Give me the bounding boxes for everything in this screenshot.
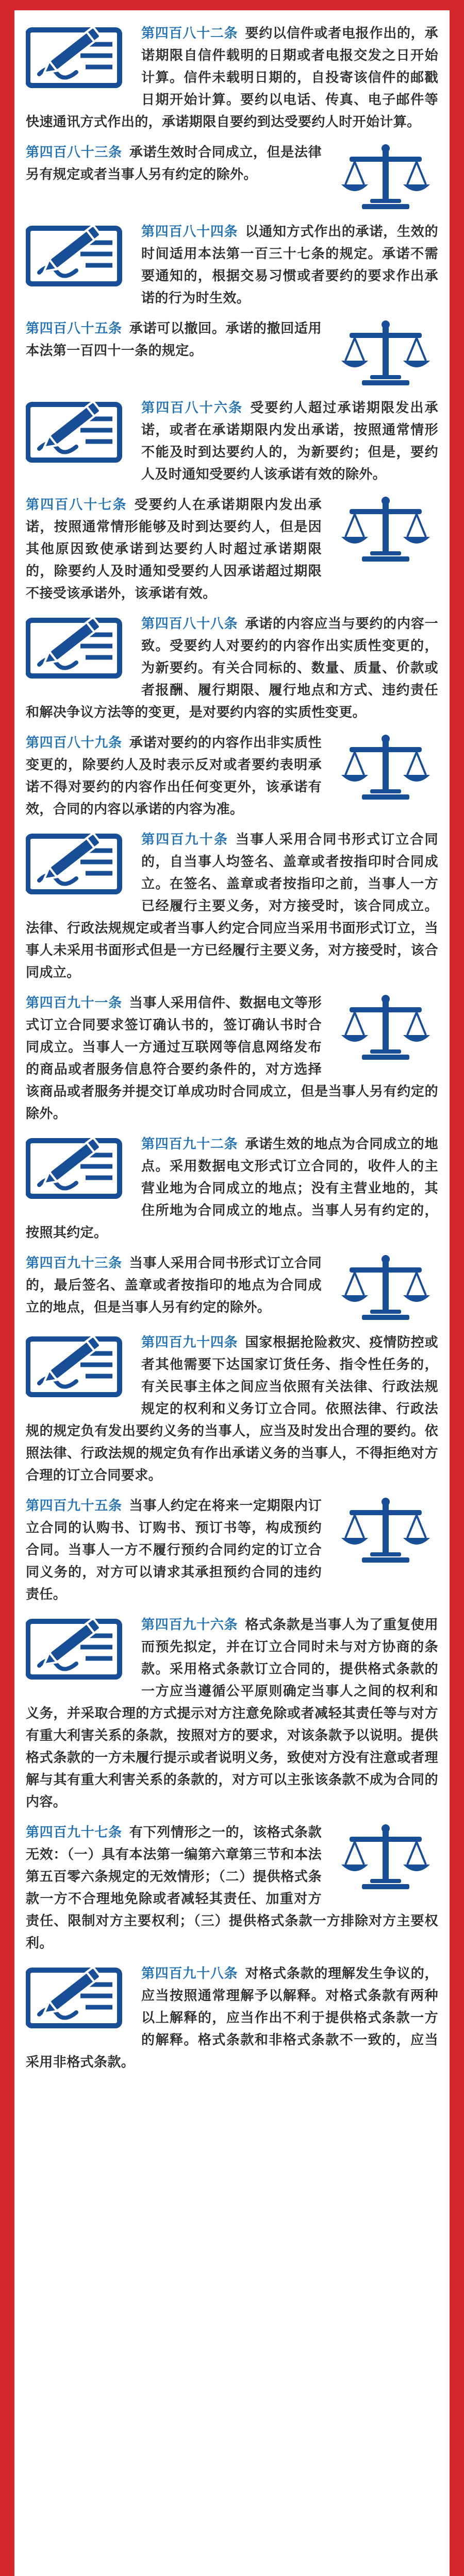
left-cord-1 — [345, 1515, 355, 1538]
left-cord-2 — [355, 752, 364, 775]
pen-body — [49, 1967, 101, 2011]
article-body: 格式条款是当事人为了重复使用而预先拟定，并在订立合同时未与对方协商的条款。采用格式条款订立合同的，提供格式条款的一方应当遵循公平原则确定当事人之间的权利和义务，并采取合理的方式提示对方注意免除或者减轻其责任等与对方有重大利害关系的条款，按照对方的要求，对该条款予以说明。提供格式条款的一方未履行提示或者说明义务，致使对方没有注意或者理解与其有重大利害关系的条款的，对方可以主张该条款不成为合同的内容。 — [26, 1617, 438, 1810]
article-body: 受要约人超过承诺期限发出承诺，或者在承诺期限内发出承诺，按照通常情形不能及时到达要约人的，为新要约；但是，要约人及时通知受要约人该承诺有效的除外。 — [141, 400, 438, 482]
scale-beam — [350, 333, 422, 338]
scale-beam — [350, 1837, 422, 1842]
article-heading: 第四百八十八条 — [141, 616, 238, 632]
scale-base — [362, 1315, 409, 1320]
scale-base — [362, 556, 409, 562]
pen-body — [49, 1138, 101, 1181]
scale-base-top — [370, 375, 401, 379]
article-body: 有下列情形之一的，该格式条款无效：（一）具有本法第一编第六章第三节和本法第五百零六条规定的无效情形；（二）提供格式条款一方不合理地免除或者减轻其责任、加重对方责任、限制对方主要权利；（三）提供格式条款一方排除对方主要权利。 — [26, 1825, 438, 1951]
left-cord-2 — [355, 1842, 364, 1865]
right-pan — [403, 537, 430, 544]
right-cord-1 — [407, 338, 417, 361]
justice-scale-icon — [339, 734, 432, 801]
left-cord-1 — [345, 514, 355, 537]
scale-beam — [350, 1510, 422, 1515]
article-heading: 第四百九十五条 — [26, 1498, 122, 1514]
article-heading: 第四百九十七条 — [26, 1825, 122, 1840]
pen-body — [49, 225, 101, 269]
right-pan — [403, 1295, 430, 1302]
left-cord-2 — [355, 1273, 364, 1295]
scale-beam — [350, 1267, 422, 1273]
article-heading: 第四百八十四条 — [141, 224, 238, 240]
article-body: 承诺的内容应当与要约的内容一致。受要约人对要约的内容作出实质性变更的，为新要约。有关合同标的、数量、质量、价款或者报酬、履行期限、履行地点和方式、违约责任和解决争议方法等的变更，是对要约内容的实质性变更。 — [26, 616, 438, 720]
scale-beam — [350, 1007, 422, 1012]
left-cord-2 — [355, 514, 364, 537]
scale-base-top — [370, 1552, 401, 1556]
left-pan — [341, 537, 368, 544]
article-body: 对格式条款的理解发生争议的，应当按照通常理解予以解释。对格式条款有两种以上解释的，应当作出不利于提供格式条款一方的解释。格式条款和非格式条款不一致的，应当采用非格式条款。 — [26, 1966, 438, 2070]
article-heading: 第四百八十三条 — [26, 145, 122, 160]
article-body: 要约以信件或者电报作出的，承诺期限自信件载明的日期或者电报交发之日开始计算。信件未载明日期的，自投寄该信件的邮戳日期开始计算。要约以电话、传真、电子邮件等快速通讯方式作出的，承诺期限自要约到达受要约人时开始计算。 — [26, 26, 438, 130]
left-cord-1 — [345, 1842, 355, 1865]
scale-base-top — [370, 199, 401, 203]
scale-base-top — [370, 1049, 401, 1054]
scale-base — [362, 380, 409, 385]
article-body: 受要约人在承诺期限内发出承诺，按照通常情形能够及时到达要约人，但是因其他原因致使承诺到达要约人时超过承诺期限的，除要约人及时通知受要约人因承诺超过期限不接受该承诺外，该承诺有效。 — [26, 497, 322, 601]
article-icon — [332, 143, 439, 211]
left-pan — [341, 775, 368, 782]
article-item — [14, 221, 450, 310]
left-pan — [341, 1035, 368, 1042]
right-cord-1 — [407, 1012, 417, 1035]
right-cord-1 — [407, 1515, 417, 1538]
article-icon — [24, 1134, 131, 1202]
article-body: 当事人采用信件、数据电文等形式订立合同要求签订确认书的，签订确认书时合同成立。当事人一方通过互联网等信息网络发布的商品或者服务信息符合要约条件的，对方选择该商品或者服务并提交订单成功时合同成立，但是当事人另有约定的除外。 — [26, 995, 438, 1122]
article-item — [14, 1252, 450, 1324]
left-cord-1 — [345, 752, 355, 775]
article-body: 当事人约定在将来一定期限内订立合同的认购书、订购书、预订书等，构成预约合同。当事人一方不履行预约合同约定的订立合同义务的，对方可以请求其承担预约合同的违约责任。 — [26, 1498, 322, 1602]
left-cord-2 — [355, 338, 364, 361]
left-cord-2 — [355, 1012, 364, 1035]
pen-body — [49, 1336, 101, 1380]
article-heading: 第四百九十三条 — [26, 1256, 122, 1271]
scale-base — [362, 1557, 409, 1563]
left-pan — [341, 1538, 368, 1545]
right-pan — [403, 1538, 430, 1545]
article-body: 承诺可以撤回。承诺的撤回适用本法第一百四十一条的规定。 — [26, 321, 322, 359]
scale-beam — [350, 747, 422, 752]
left-cord-1 — [345, 1012, 355, 1035]
right-pan — [403, 361, 430, 367]
article-item — [14, 992, 450, 1125]
article-icon — [24, 398, 131, 466]
content-panel — [14, 10, 450, 2576]
article-item — [14, 1332, 450, 1487]
left-pan — [341, 1295, 368, 1302]
article-icon — [24, 830, 131, 898]
pen-body — [49, 1618, 101, 1662]
scale-base — [362, 794, 409, 800]
left-cord-2 — [355, 162, 364, 184]
article-item — [14, 1963, 450, 2074]
justice-scale-icon — [339, 1497, 432, 1564]
right-cord-1 — [407, 1273, 417, 1295]
article-heading: 第四百八十九条 — [26, 735, 122, 751]
article-item — [14, 142, 450, 213]
article-body: 承诺生效的地点为合同成立的地点。采用数据电文形式订立合同的，收件人的主营业地为合同成立的地点；没有主营业地的，其住所地为合同成立的地点。当事人另有约定的，按照其约定。 — [26, 1137, 438, 1241]
pen-body — [49, 833, 101, 877]
right-cord-2 — [417, 752, 426, 775]
right-cord-2 — [417, 338, 426, 361]
contract-pen-icon — [26, 400, 129, 464]
article-body: 国家根据抢险救灾、疫情防控或者其他需要下达国家订货任务、指令性任务的，有关民事主体之间应当依照有关法律、行政法规规定的权利和义务订立合同。依照法律、行政法规的规定负有发出要约义务的当事人，应当及时发出合理的要约。依照法律、行政法规的规定负有作出承诺义务的当事人，不得拒绝对方合理的订立合同要求。 — [26, 1335, 438, 1483]
justice-scale-icon — [339, 1254, 432, 1321]
article-icon — [332, 1496, 439, 1564]
right-pan — [403, 1035, 430, 1042]
article-heading: 第四百八十七条 — [26, 497, 127, 513]
contract-pen-icon — [26, 616, 129, 680]
article-icon — [332, 993, 439, 1061]
article-heading: 第四百八十五条 — [26, 321, 122, 336]
pen-body — [49, 617, 101, 661]
article-body: 当事人采用合同书形式订立合同的，自当事人均签名、盖章或者按指印时合同成立。在签名、盖章或者按指印之前，当事人一方已经履行主要义务，对方接受时，该合同成立。法律、行政法规规定或者当事人约定合同应当采用书面形式订立，当事人未采用书面形式但是一方已经履行主要义务，对方接受时，该合同成立。 — [26, 832, 438, 980]
contract-pen-icon — [26, 1966, 129, 2030]
scale-base — [362, 204, 409, 209]
article-body: 承诺对要约的内容作出非实质性变更的，除要约人及时表示反对或者要约表明承诺不得对要约的内容作出任何变更外，该承诺有效，合同的内容以承诺的内容为准。 — [26, 735, 322, 817]
article-icon — [24, 222, 131, 290]
article-heading: 第四百九十条 — [141, 832, 229, 848]
article-item — [14, 397, 450, 486]
scale-beam — [350, 157, 422, 162]
scale-base — [362, 1055, 409, 1060]
contract-pen-icon — [26, 1137, 129, 1200]
article-item — [14, 1495, 450, 1606]
article-heading: 第四百八十二条 — [141, 26, 238, 41]
right-pan — [403, 184, 430, 191]
justice-scale-icon — [339, 143, 432, 210]
contract-pen-icon — [26, 832, 129, 896]
right-cord-2 — [417, 1273, 426, 1295]
scale-base — [362, 1884, 409, 1889]
article-heading: 第四百九十八条 — [141, 1966, 238, 1981]
article-icon — [332, 319, 439, 387]
article-icon — [332, 733, 439, 801]
article-icon — [24, 1615, 131, 1683]
article-item — [14, 23, 450, 133]
article-body: 承诺生效时合同成立，但是法律另有规定或者当事人另有约定的除外。 — [26, 145, 322, 182]
article-item — [14, 494, 450, 605]
article-heading: 第四百九十四条 — [141, 1335, 238, 1350]
right-cord-2 — [417, 1515, 426, 1538]
left-cord-2 — [355, 1515, 364, 1538]
right-pan — [403, 1865, 430, 1871]
justice-scale-icon — [339, 496, 432, 563]
article-body: 以通知方式作出的承诺，生效的时间适用本法第一百三十七条的规定。承诺不需要通知的，根据交易习惯或者要约的要求作出承诺的行为时生效。 — [141, 224, 438, 306]
right-cord-2 — [417, 514, 426, 537]
right-cord-2 — [417, 1842, 426, 1865]
scale-beam — [350, 509, 422, 514]
contract-pen-icon — [26, 224, 129, 288]
right-cord-2 — [417, 1012, 426, 1035]
left-pan — [341, 1865, 368, 1871]
article-item — [14, 1133, 450, 1244]
article-item — [14, 829, 450, 984]
justice-scale-icon — [339, 319, 432, 386]
article-item — [14, 1822, 450, 1955]
article-item — [14, 732, 450, 821]
article-icon — [332, 1253, 439, 1321]
article-heading: 第四百九十一条 — [26, 995, 122, 1011]
article-item — [14, 1614, 450, 1814]
justice-scale-icon — [339, 994, 432, 1061]
left-cord-1 — [345, 162, 355, 184]
left-pan — [341, 361, 368, 367]
right-cord-1 — [407, 752, 417, 775]
article-icon — [24, 1333, 131, 1401]
left-cord-1 — [345, 1273, 355, 1295]
scale-base-top — [370, 1879, 401, 1883]
article-icon — [24, 24, 131, 92]
article-icon — [24, 614, 131, 682]
article-icon — [332, 495, 439, 563]
pen-body — [49, 27, 101, 71]
article-item — [14, 318, 450, 389]
right-cord-1 — [407, 162, 417, 184]
article-heading: 第四百八十六条 — [141, 400, 243, 416]
scale-base-top — [370, 1310, 401, 1314]
right-pan — [403, 775, 430, 782]
left-cord-1 — [345, 338, 355, 361]
scale-base-top — [370, 551, 401, 555]
scale-base-top — [370, 789, 401, 793]
article-icon — [332, 1823, 439, 1891]
justice-scale-icon — [339, 1823, 432, 1890]
article-icon — [24, 1964, 131, 2032]
contract-pen-icon — [26, 1335, 129, 1399]
right-cord-2 — [417, 162, 426, 184]
contract-pen-icon — [26, 1617, 129, 1681]
article-body: 当事人采用合同书形式订立合同的，最后签名、盖章或者按指印的地点为合同成立的地点，但是当事人另有约定的除外。 — [26, 1256, 322, 1315]
right-cord-1 — [407, 514, 417, 537]
article-item — [14, 613, 450, 724]
left-pan — [341, 184, 368, 191]
pen-body — [49, 401, 101, 445]
right-cord-1 — [407, 1842, 417, 1865]
article-heading: 第四百九十六条 — [141, 1617, 238, 1633]
contract-pen-icon — [26, 26, 129, 90]
article-heading: 第四百九十二条 — [141, 1137, 238, 1152]
